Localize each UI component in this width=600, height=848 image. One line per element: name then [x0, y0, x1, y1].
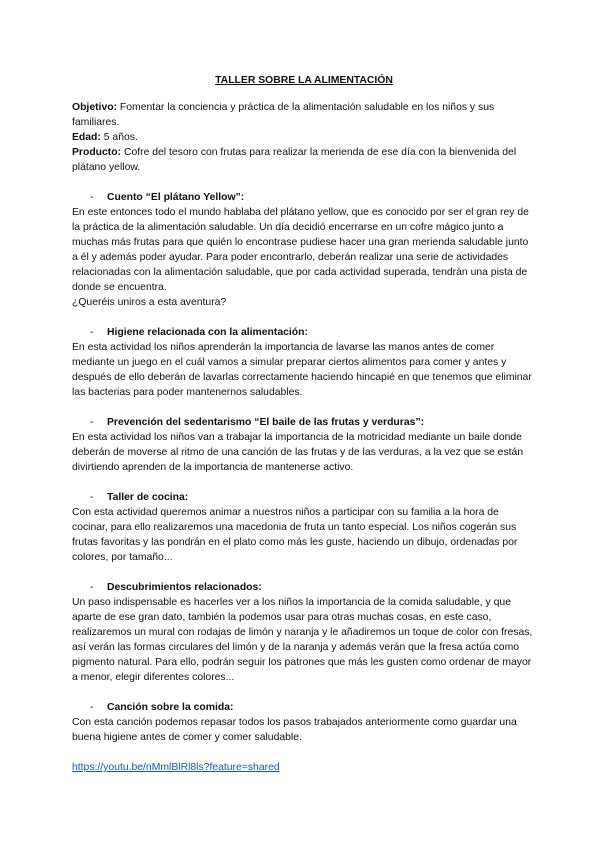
section-heading-text: Canción sobre la comida: — [107, 702, 234, 713]
bullet-dash: - — [90, 492, 94, 503]
bullet-dash: - — [90, 417, 94, 428]
bullet-dash: - — [90, 582, 94, 593]
objetivo-label: Objetivo: — [72, 102, 118, 113]
edad-label: Edad: — [72, 132, 101, 143]
producto-label: Producto: — [72, 147, 122, 158]
bullet-dash: - — [90, 192, 94, 203]
section-body-higiene: En esta actividad los niños aprenderán la importancia de lavarse las manos antes de comer mediante un juego en el cuál vamos a simular preparar ciertos alimentos para comer y antes y después de ello deberán de lavarlas correctamente haciendo hincapié en que tenemos que eliminar las bacterias para poder mantenernos saludables. — [72, 342, 532, 398]
section-heading-text: Higiene relacionada con la alimentación: — [107, 327, 308, 338]
bullet-dash: - — [90, 327, 94, 338]
section-body-sedentarismo: En esta actividad los niños van a trabajar la importancia de la motricidad mediante un baile donde deberán de moverse al ritmo de una canción de las frutas y de las verduras, a la vez que se están divirtiendo aprenden de la importancia de mantenerse activo. — [72, 432, 524, 473]
youtube-link[interactable]: https://youtu.be/nMmlBlRl8ls?feature=shared — [72, 762, 280, 773]
section-heading-descubrimientos — [72, 580, 536, 595]
producto-text: Cofre del tesoro con frutas para realizar la merienda de ese día con la bienvenida del plátano yellow. — [72, 147, 517, 173]
document-page — [72, 68, 536, 775]
edad-text: 5 años. — [103, 132, 138, 143]
section-heading-cancion — [72, 700, 536, 715]
section-body-descubrimientos: Un paso indispensable es hacerles ver a los niños la importancia de la comida saludable, y que aparte de ese gran dato, también la podemos usar para otras muchas cosas, en este caso, realizaremos un mural con rodajas de limón y naranja y le añadiremos un toque de color con fresas, así verán las formas circulares del limón y de la naranja y además verán que la fresa actúa como pigmento natural. Para ello, podrán seguir los patrones que más les gusten como ordenar de mayor a menor, elegir diferentes colores... — [72, 597, 533, 683]
objetivo-text: Fomentar la conciencia y práctica de la alimentación saludable en los niños y sus familiares. — [72, 102, 495, 128]
page-title: TALLER SOBRE LA ALIMENTACIÓN — [215, 75, 393, 86]
section-heading-cocina — [72, 490, 536, 505]
section-body-cancion: Con esta canción podemos repasar todos los pasos trabajados anteriormente como guardar una buena higiene antes de comer y comer saludable. — [72, 717, 517, 743]
objetivo-paragraph — [72, 100, 536, 130]
section-body-cuento: En este entonces todo el mundo hablaba del plátano yellow, que es conocido por ser el gran rey de la práctica de la alimentación saludable. Un día decidió encerrarse en un cofre mágico junto a muchas más frutas para que quién lo encontrase pudiese hacer una gran merienda saludable junto a él y además poder ayudar. Para poder encontrarlo, deberán realizar una serie de actividades relacionadas con la alimentación saludable, que por cada actividad superada, tendrán una pista de donde se encuentra. — [72, 207, 529, 293]
section-heading-sedentarismo — [72, 415, 536, 430]
section-heading-text: Descubrimientos relacionados: — [107, 582, 262, 593]
bullet-dash: - — [90, 702, 94, 713]
producto-paragraph — [72, 145, 536, 175]
section-heading-higiene — [72, 325, 536, 340]
section-heading-text: Cuento “El plátano Yellow”: — [107, 192, 245, 203]
section-heading-text: Taller de cocina: — [107, 492, 189, 503]
section-heading-text: Prevención del sedentarismo “El baile de las frutas y verduras”: — [107, 417, 425, 428]
section-body-cocina: Con esta actividad queremos animar a nuestros niños a participar con su familia a la hora de cocinar, para ello realizaremos una macedonia de fruta un tanto especial. Los niños cogerán sus frutas favoritas y las pondrán en el plato como más les guste, haciendo un dibujo, ordenadas por colores, por tamaño... — [72, 507, 518, 563]
section-extra-cuento: ¿Queréis uniros a esta aventura? — [72, 297, 227, 308]
section-heading-cuento — [72, 190, 536, 205]
edad-paragraph — [72, 130, 536, 145]
